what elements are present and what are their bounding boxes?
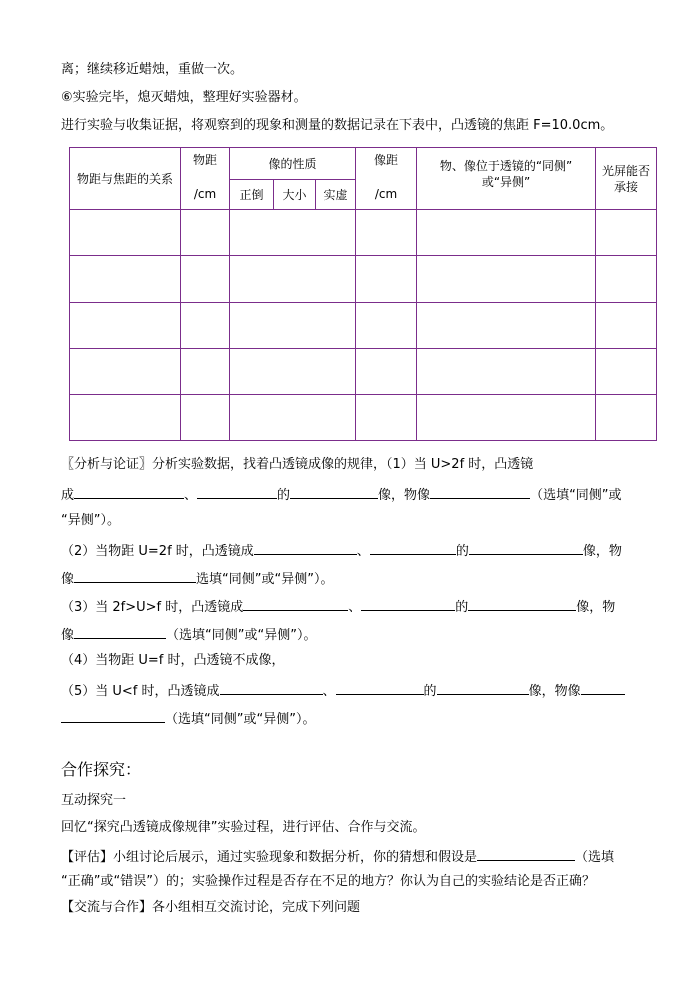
table-cell[interactable]	[417, 395, 596, 441]
analysis-line: “异侧”）。	[61, 513, 120, 528]
answer-blank[interactable]	[197, 484, 277, 499]
table-cell[interactable]	[356, 210, 417, 256]
answer-blank[interactable]	[437, 680, 529, 695]
table-cell[interactable]	[230, 303, 356, 349]
analysis-line	[61, 708, 315, 729]
header-relation: 物距与焦距的关系	[70, 148, 181, 210]
analysis-text: 的	[455, 544, 469, 559]
answer-blank[interactable]	[74, 624, 166, 639]
answer-blank[interactable]	[254, 540, 357, 555]
answer-blank[interactable]	[74, 484, 184, 499]
table-cell[interactable]	[181, 303, 230, 349]
answer-blank[interactable]	[581, 680, 625, 695]
answer-blank[interactable]	[361, 596, 455, 611]
header-screen: 光屏能否承接	[596, 148, 657, 210]
analysis-line: （4）当物距 U=f 时，凸透镜不成像，	[61, 653, 285, 668]
paragraph-line	[61, 846, 614, 867]
table-cell[interactable]	[230, 349, 356, 395]
table-cell[interactable]	[596, 210, 657, 256]
analysis-line	[61, 568, 333, 589]
data-table	[69, 147, 657, 441]
table-row	[70, 303, 657, 349]
answer-blank[interactable]	[290, 484, 378, 499]
header-image-distance-unit: /cm	[356, 180, 417, 210]
analysis-line	[61, 596, 615, 617]
table-cell[interactable]	[70, 210, 181, 256]
table-cell[interactable]	[356, 256, 417, 303]
text-line: 离；继续移近蜡烛，重做一次。	[61, 62, 244, 77]
header-same-side-line2: 或“异侧”	[481, 175, 531, 189]
analysis-text: 选填“同侧”或“异侧”）。	[196, 572, 334, 587]
answer-blank[interactable]	[74, 568, 196, 583]
answer-blank[interactable]	[430, 484, 530, 499]
header-size: 大小	[274, 180, 316, 210]
paragraph-text: 【评估】小组讨论后展示，通过实验现象和数据分析，你的猜想和假设是	[61, 850, 478, 865]
analysis-text: 成	[61, 488, 75, 503]
table-cell[interactable]	[596, 303, 657, 349]
table-cell[interactable]	[70, 349, 181, 395]
answer-blank[interactable]	[468, 596, 576, 611]
header-same-side	[417, 148, 596, 210]
table-cell[interactable]	[230, 210, 356, 256]
analysis-text: 像	[61, 572, 75, 587]
header-real-virtual: 实虚	[316, 180, 356, 210]
analysis-text: 像，物	[576, 600, 616, 615]
table-cell[interactable]	[417, 256, 596, 303]
table-cell[interactable]	[356, 349, 417, 395]
table-cell[interactable]	[230, 395, 356, 441]
analysis-text: （选填“同侧”或“异侧”）。	[166, 628, 317, 643]
analysis-line	[61, 680, 625, 701]
analysis-line	[61, 484, 622, 505]
table-row	[70, 210, 657, 256]
table-cell[interactable]	[596, 349, 657, 395]
analysis-text: （2）当物距 U=2f 时，凸透镜成	[61, 544, 254, 559]
analysis-text: 像	[61, 628, 75, 643]
analysis-text: 的	[423, 684, 437, 699]
header-image-distance: 像距	[356, 148, 417, 180]
table-cell[interactable]	[596, 395, 657, 441]
analysis-line: 〖分析与论证〗分析实验数据，找着凸透镜成像的规律，（1）当 U>2f 时，凸透镜	[61, 457, 534, 472]
header-image-nature: 像的性质	[230, 148, 356, 180]
header-object-distance-unit: /cm	[181, 180, 230, 210]
table-row	[70, 395, 657, 441]
text-line: ⑥实验完毕，熄灭蜡烛，整理好实验器材。	[61, 90, 307, 105]
analysis-text: 、	[184, 488, 198, 503]
header-object-distance: 物距	[181, 148, 230, 180]
analysis-text: 的	[455, 600, 469, 615]
table-cell[interactable]	[70, 303, 181, 349]
analysis-text: 像，物	[582, 544, 622, 559]
answer-blank[interactable]	[61, 708, 165, 723]
answer-blank[interactable]	[220, 680, 323, 695]
answer-blank[interactable]	[469, 540, 583, 555]
header-same-side-line1: 物、像位于透镜的“同侧”	[439, 159, 573, 173]
analysis-text: （选填“同侧”或“异侧”）。	[165, 712, 316, 727]
analysis-text: （选填“同侧”或	[530, 488, 622, 503]
analysis-text: 、	[348, 600, 362, 615]
paragraph-text: （选填	[575, 850, 615, 865]
table-cell[interactable]	[181, 256, 230, 303]
paragraph-line: 回忆“探究凸透镜成像规律”实验过程，进行评估、合作与交流。	[61, 820, 426, 835]
analysis-line	[61, 624, 316, 645]
answer-blank[interactable]	[336, 680, 424, 695]
table-cell[interactable]	[181, 210, 230, 256]
table-cell[interactable]	[596, 256, 657, 303]
table-cell[interactable]	[230, 256, 356, 303]
analysis-text: 像，物像	[528, 684, 581, 699]
header-upright: 正倒	[230, 180, 274, 210]
analysis-text: 的	[277, 488, 291, 503]
table-cell[interactable]	[356, 303, 417, 349]
table-cell[interactable]	[417, 210, 596, 256]
table-cell[interactable]	[417, 303, 596, 349]
analysis-text: （5）当 U<f 时，凸透镜成	[61, 684, 220, 699]
table-cell[interactable]	[417, 349, 596, 395]
paragraph-line: 【交流与合作】各小组相互交流讨论，完成下列问题	[61, 900, 361, 915]
analysis-text: （3）当 2f>U>f 时，凸透镜成	[61, 600, 244, 615]
table-row	[70, 349, 657, 395]
analysis-line	[61, 540, 622, 561]
table-cell[interactable]	[356, 395, 417, 441]
table-cell[interactable]	[181, 395, 230, 441]
table-row	[70, 256, 657, 303]
paragraph-line: “正确”或“错误”）的；实验操作过程是否存在不足的地方？你认为自己的实验结论是否正确？	[61, 874, 595, 889]
analysis-text: 、	[356, 544, 370, 559]
answer-blank[interactable]	[243, 596, 348, 611]
table-cell[interactable]	[181, 349, 230, 395]
section-heading: 合作探究：	[61, 760, 142, 779]
analysis-text: 像，物像	[378, 488, 431, 503]
subheading: 互动探究一	[61, 793, 127, 808]
answer-blank[interactable]	[477, 846, 575, 861]
table-cell[interactable]	[70, 256, 181, 303]
analysis-text: 、	[322, 684, 336, 699]
text-line: 进行实验与收集证据，将观察到的现象和测量的数据记录在下表中，凸透镜的焦距 F=10.0cm。	[61, 118, 614, 133]
answer-blank[interactable]	[370, 540, 456, 555]
table-cell[interactable]	[70, 395, 181, 441]
